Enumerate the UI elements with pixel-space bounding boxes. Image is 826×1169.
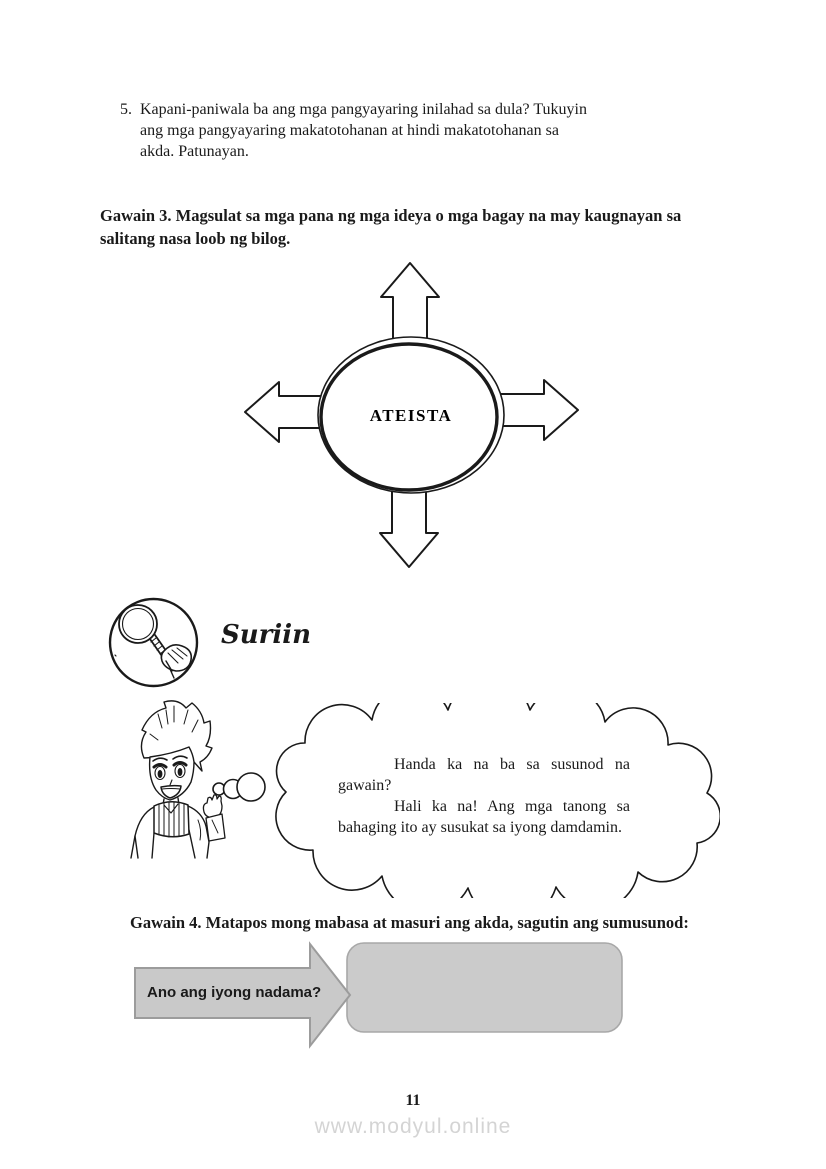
question-item-5 (120, 99, 587, 162)
thought-paragraph: Hali ka na! Ang mga tanong sa bahaging ito ay susukat sa iyong damdamin. (338, 798, 630, 836)
thought-bubble-text (338, 754, 630, 838)
thought-paragraph: Handa ka na ba sa susunod na gawain? (338, 756, 630, 794)
activity-3-heading-line: Gawain 3. Magsulat sa mga pana ng mga ideya o mga bagay na may kaugnayan sa (100, 206, 682, 225)
idea-map-diagram (230, 255, 590, 575)
question-arrow-label: Ano ang iyong nadama? (147, 984, 322, 1001)
answer-box (347, 943, 622, 1032)
magnifying-glass-icon (106, 595, 201, 690)
site-watermark: www.modyul.online (314, 1115, 512, 1138)
thought-dot (237, 773, 265, 801)
question-number: 5. (120, 101, 132, 118)
activity-4-heading: Gawain 4. Matapos mong mabasa at masuri ang akda, sagutin ang sumusunod: (130, 913, 689, 932)
question-line: Kapani-paniwala ba ang mga pangyayaring inilahad sa dula? Tukuyin (140, 101, 587, 118)
page-number: 11 (405, 1092, 421, 1109)
question-line: akda. Patunayan. (140, 143, 249, 160)
suriin-label: Suriin (221, 620, 312, 650)
activity-3-heading (100, 204, 740, 250)
question-text (140, 99, 587, 162)
question-line: ang mga pangyayaring makatotohanan at hindi makatotohanan sa (140, 122, 559, 139)
activity-3-heading-line: salitang nasa loob ng bilog. (100, 229, 291, 248)
center-label: ATEISTA (369, 406, 453, 425)
